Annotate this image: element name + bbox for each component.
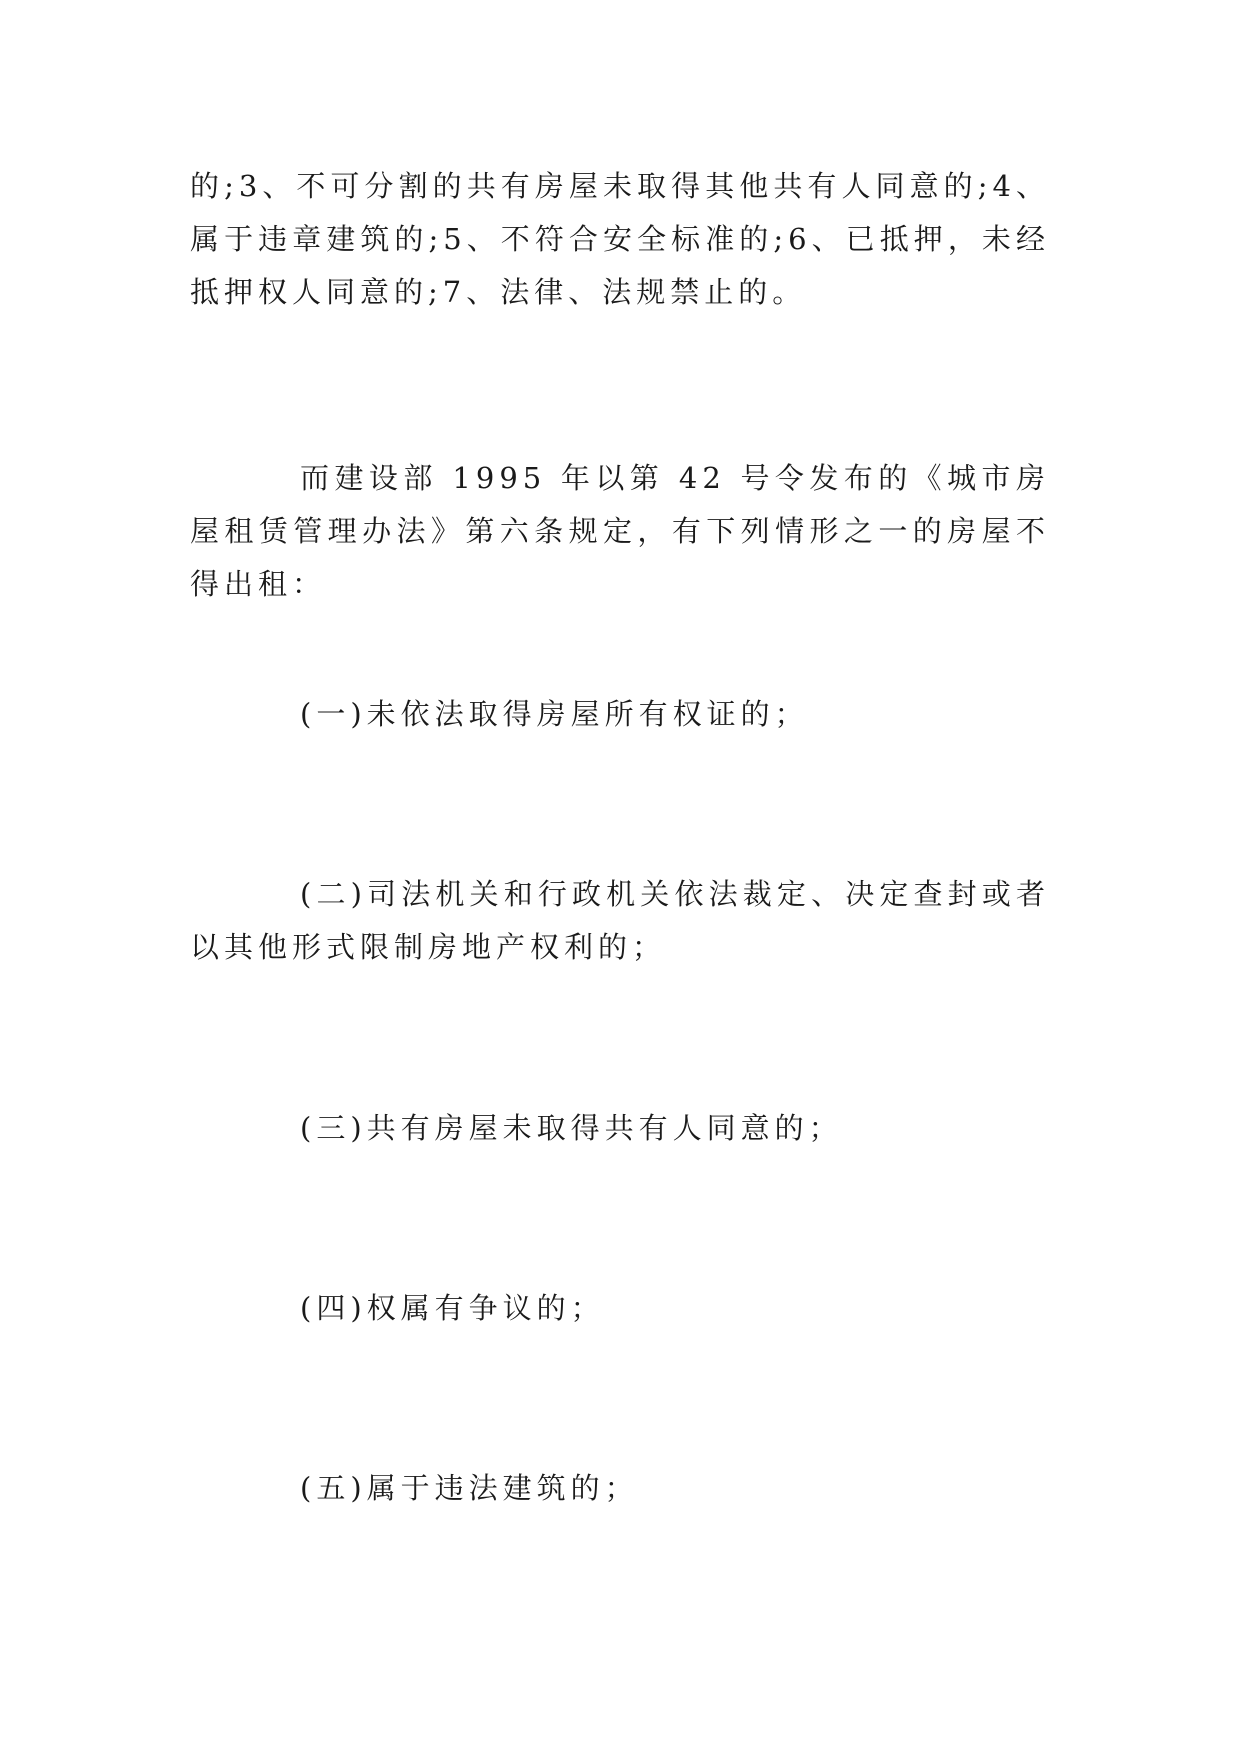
paragraph-prohibited-conditions-continued: 的;3、不可分割的共有房屋未取得其他共有人同意的;4、属于违章建筑的;5、不符合安全标准的;6、已抵押，未经抵押权人同意的;7、法律、法规禁止的。: [190, 169, 1050, 309]
list-item-3: (三)共有房屋未取得共有人同意的；: [300, 1111, 843, 1145]
list-item-1: (一)未依法取得房屋所有权证的；: [300, 697, 809, 731]
list-item-5: (五)属于违法建筑的；: [300, 1471, 639, 1505]
paragraph-rental-regulation-intro: 而建设部 1995 年以第 42 号令发布的《城市房屋租赁管理办法》第六条规定，有下列情形之一的房屋不得出租：: [190, 461, 1050, 601]
list-item-2: (二)司法机关和行政机关依法裁定、决定查封或者以其他形式限制房地产权利的；: [190, 877, 1050, 964]
list-item-4: (四)权属有争议的；: [300, 1291, 605, 1325]
